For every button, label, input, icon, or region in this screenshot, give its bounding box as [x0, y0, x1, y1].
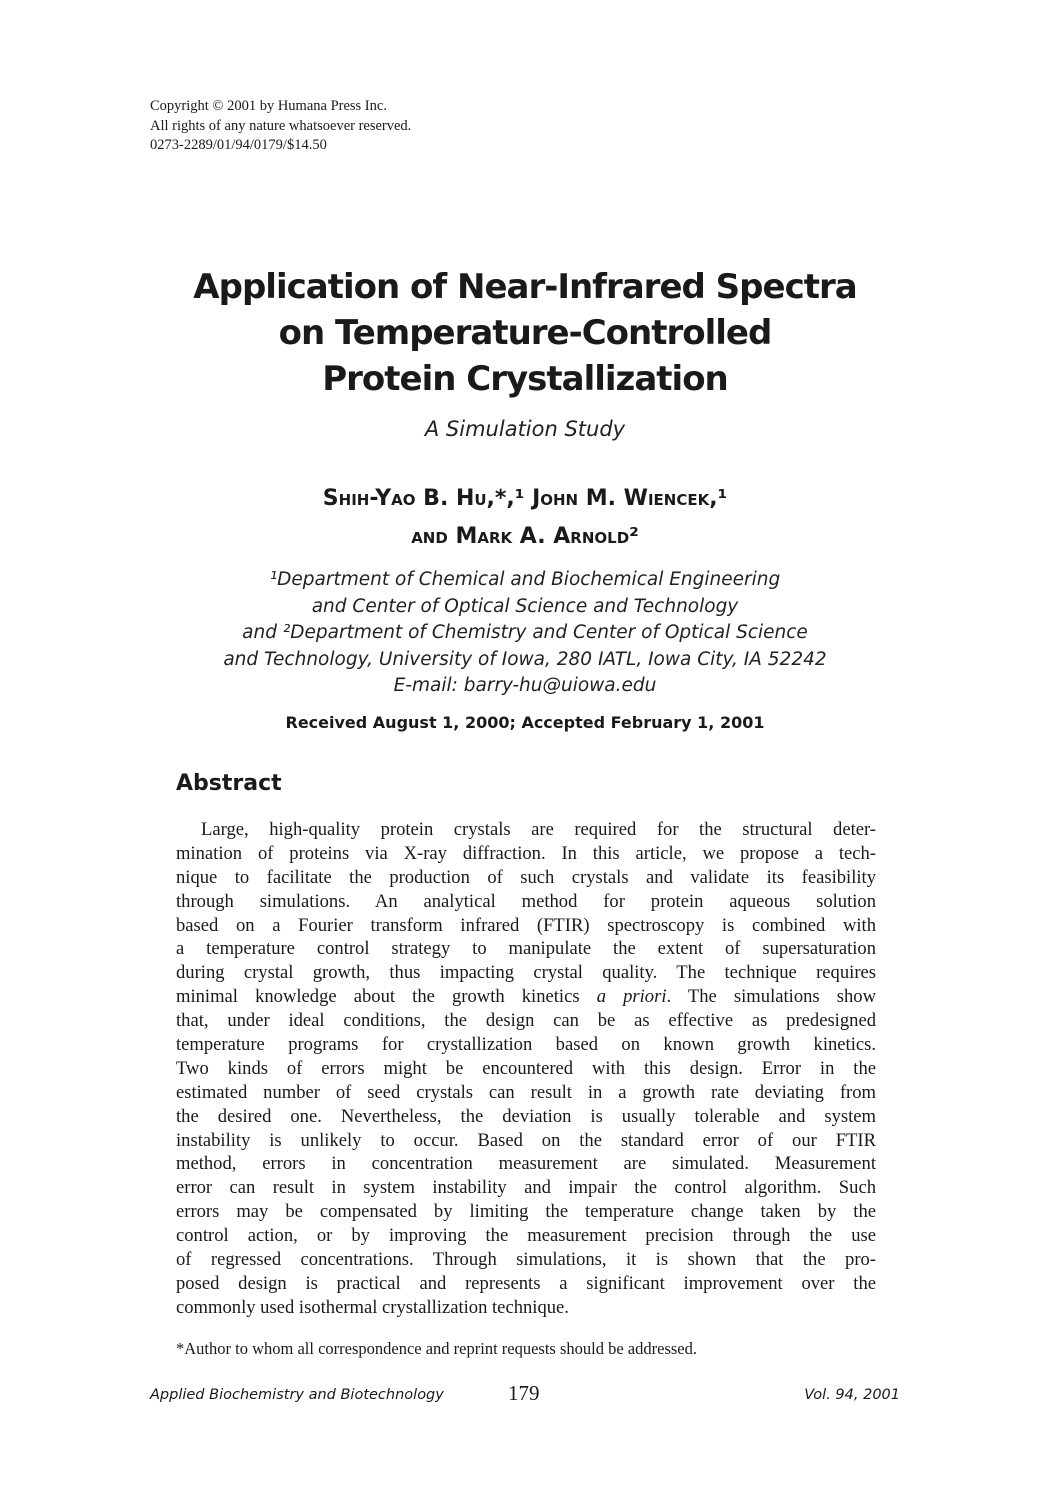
abstract-line: errors may be compensated by limiting the temperature change taken by the [176, 1201, 876, 1223]
abstract-line: mination of proteins via X-ray diffraction. In this article, we propose a tech- [176, 842, 876, 864]
page-number: 179 [508, 1381, 540, 1405]
affiliation-line: and Technology, University of Iowa, 280 IATL, Iowa City, IA 52242 [223, 648, 827, 670]
copyright-line: Copyright © 2001 by Humana Press Inc. [150, 98, 387, 114]
abstract-line: through simulations. An analytical method for protein aqueous solution [176, 890, 876, 912]
correspondence-footnote: *Author to whom all correspondence and reprint requests should be addressed. [176, 1339, 697, 1358]
affiliation-line: ¹Department of Chemical and Biochemical Engineering [269, 569, 781, 590]
abstract-line: the desired one. Nevertheless, the deviation is usually tolerable and system [176, 1105, 876, 1127]
author-list [0, 480, 1050, 556]
abstract-line: that, under ideal conditions, the design can be as effective as predesigned [176, 1010, 876, 1032]
abstract-line: a temperature control strategy to manipulate the extent of supersaturation [176, 938, 876, 960]
abstract-body [176, 818, 876, 1320]
title-line: Protein Crystallization [322, 359, 728, 399]
abstract-line: minimal knowledge about the growth kinetics a priori. The simulations show [176, 986, 876, 1008]
affiliation-line: and Center of Optical Science and Technology [311, 595, 739, 617]
author-line: and Mark A. Arnold² [411, 524, 639, 549]
title-line: on Temperature-Controlled [278, 313, 772, 353]
abstract-line: posed design is practical and represents a significant improvement over the [176, 1272, 876, 1294]
paper-subtitle: A Simulation Study [424, 417, 626, 441]
journal-name: Applied Biochemistry and Biotechnology [150, 1387, 444, 1403]
copyright-notice [150, 97, 411, 156]
paper-title [0, 264, 1050, 402]
author-line: Shih-Yao B. Hu,*,¹ John M. Wiencek,¹ [322, 486, 728, 511]
abstract-heading: Abstract [176, 771, 282, 796]
abstract-line: Large, high-quality protein crystals are required for the structural deter- [201, 819, 876, 840]
affiliation-line: and ²Department of Chemistry and Center of Optical Science [242, 622, 808, 643]
abstract-line: nique to facilitate the production of such crystals and validate its feasibility [176, 866, 876, 888]
abstract-line: during crystal growth, thus impacting crystal quality. The technique requires [176, 962, 876, 984]
volume-info: Vol. 94, 2001 [804, 1387, 900, 1403]
affiliations [0, 567, 1050, 700]
email-line: E-mail: barry-hu@uiowa.edu [393, 675, 657, 696]
abstract-line: based on a Fourier transform infrared (FTIR) spectroscopy is combined with [176, 914, 876, 936]
abstract-line: instability is unlikely to occur. Based on the standard error of our FTIR [176, 1129, 876, 1151]
abstract-line: control action, or by improving the measurement precision through the use [176, 1225, 876, 1247]
abstract-line: commonly used isothermal crystallization technique. [176, 1296, 569, 1318]
abstract-line: estimated number of seed crystals can result in a growth rate deviating from [176, 1081, 876, 1103]
code-line: 0273-2289/01/94/0179/$14.50 [150, 137, 327, 153]
abstract-line: method, errors in concentration measurement are simulated. Measurement [176, 1153, 876, 1175]
title-block [0, 264, 1050, 444]
title-line: Application of Near-Infrared Spectra [193, 267, 857, 307]
abstract-line: of regressed concentrations. Through simulations, it is shown that the pro- [176, 1249, 876, 1271]
page-footer [150, 1381, 900, 1411]
abstract-line: error can result in system instability and impair the control algorithm. Such [176, 1177, 876, 1199]
received-dates: Received August 1, 2000; Accepted February 1, 2001 [285, 713, 765, 732]
abstract-line: temperature programs for crystallization based on known growth kinetics. [176, 1034, 876, 1056]
abstract-line: Two kinds of errors might be encountered with this design. Error in the [176, 1057, 876, 1079]
rights-line: All rights of any nature whatsoever reserved. [150, 117, 412, 134]
